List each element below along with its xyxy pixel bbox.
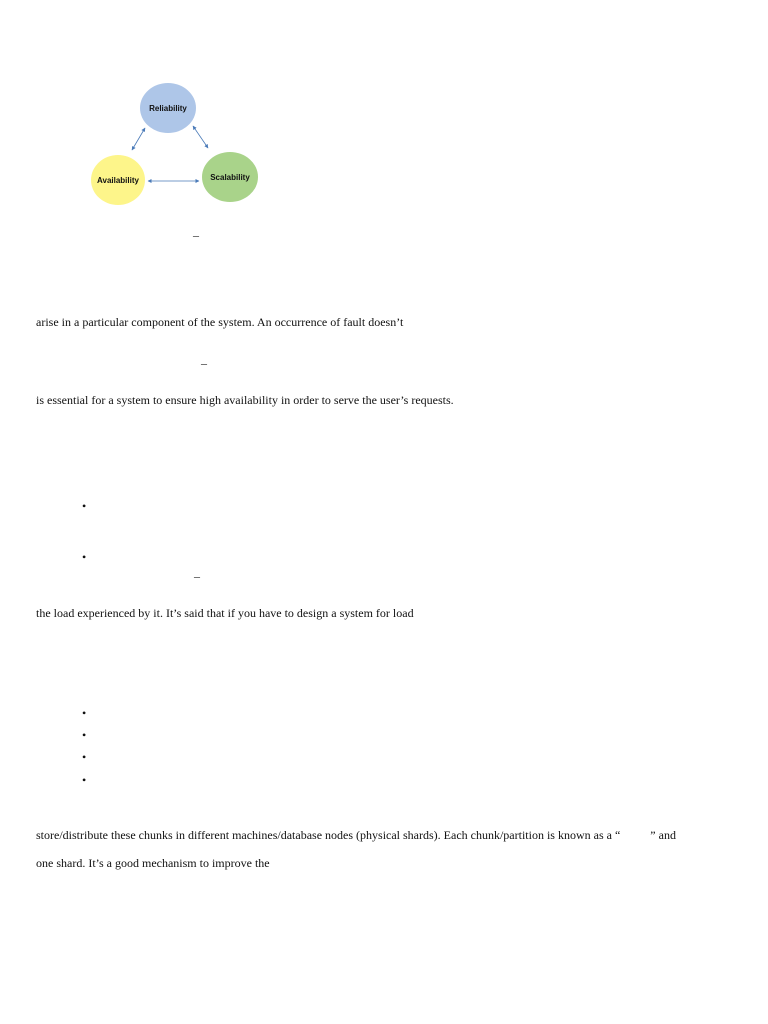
bullet-3: • bbox=[82, 706, 87, 720]
dash-1: – bbox=[193, 228, 199, 242]
paragraph-load: the load experienced by it. It’s said that if you have to design a system for load bbox=[36, 606, 414, 620]
rsa-diagram bbox=[80, 75, 280, 220]
paragraph-sharding-2: one shard. It’s a good mechanism to improve the bbox=[36, 856, 270, 870]
reliability-label: Reliability bbox=[149, 104, 187, 113]
paragraph-sharding-1: store/distribute these chunks in different machines/database nodes (physical shards). Each chunk/partition is known as a “ ” and bbox=[36, 828, 676, 842]
scalability-label: Scalability bbox=[210, 173, 250, 182]
rsa-diagram-svg bbox=[80, 75, 280, 220]
dash-3: – bbox=[194, 569, 200, 583]
dash-2: – bbox=[201, 356, 207, 370]
bullet-2: • bbox=[82, 550, 87, 564]
arrow-reliability-scalability bbox=[193, 126, 208, 148]
bullet-5: • bbox=[82, 750, 87, 764]
paragraph-fault: arise in a particular component of the system. An occurrence of fault doesn’t bbox=[36, 315, 404, 329]
availability-label: Availability bbox=[97, 176, 139, 185]
arrow-reliability-availability bbox=[132, 128, 145, 150]
bullet-4: • bbox=[82, 728, 87, 742]
bullet-1: • bbox=[82, 499, 87, 513]
bullet-6: • bbox=[82, 773, 87, 787]
paragraph-availability: is essential for a system to ensure high availability in order to serve the user’s requests. bbox=[36, 393, 454, 407]
